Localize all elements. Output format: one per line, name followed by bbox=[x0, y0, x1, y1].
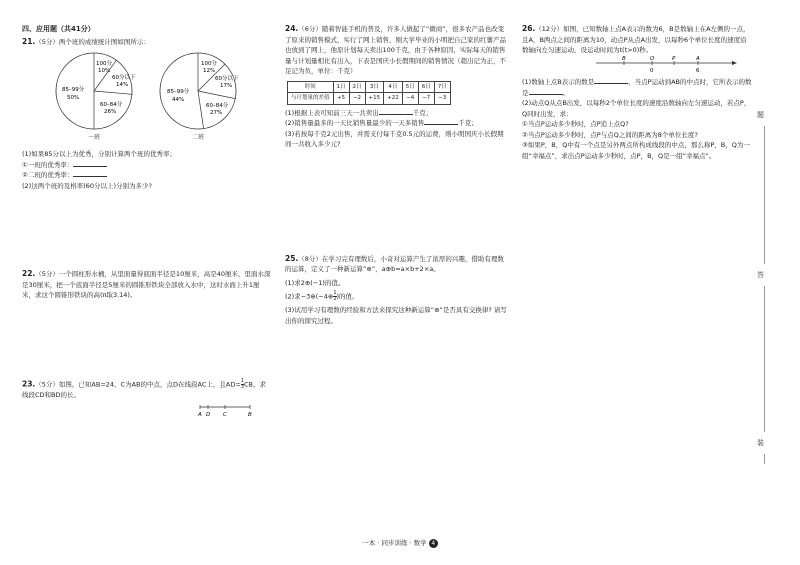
pie-value: 17% bbox=[220, 83, 233, 89]
answer-blank[interactable] bbox=[529, 88, 563, 95]
question-text: CB，求线段CD和BD的长。 bbox=[22, 380, 266, 399]
pie-value: 50% bbox=[67, 95, 80, 101]
column-right bbox=[522, 24, 752, 161]
section-title: 四、应用题（共41分） bbox=[22, 25, 95, 33]
page-number: 4 bbox=[429, 539, 438, 548]
point-label: B bbox=[248, 412, 252, 418]
table-cell: 3日 bbox=[365, 81, 384, 93]
part-text: (2)销售量最多的一天比销售量最少的一天多销售 bbox=[285, 119, 425, 127]
question-number: 26. bbox=[522, 24, 536, 33]
point-label: C bbox=[223, 412, 227, 418]
point-label: D bbox=[206, 412, 211, 418]
margin-mark: 装 bbox=[757, 439, 764, 447]
pie-caption: 二班 bbox=[192, 134, 205, 141]
column-middle bbox=[285, 24, 507, 326]
table-cell: −7 bbox=[418, 93, 434, 105]
axis-tick-label: 0 bbox=[650, 67, 654, 74]
axis-point-label: A bbox=[696, 55, 700, 62]
question-number: 24. bbox=[285, 24, 299, 33]
margin-mark: 答 bbox=[757, 271, 764, 279]
pie-value: 26% bbox=[104, 109, 117, 115]
axis-tick-label: 6 bbox=[696, 67, 700, 74]
part-text: 千克； bbox=[458, 119, 478, 127]
question-text: （8分）在学习完有理数后，小奇对运算产生了浓厚的兴趣，借助有理数的运算，定义了一种新运算“⊕”，a⊕b=a×b+2×a。 bbox=[285, 254, 504, 273]
table-header-row bbox=[288, 81, 451, 93]
fraction: $\frac{1}{2}$ bbox=[333, 290, 337, 302]
pie-label: 60分以下 bbox=[112, 75, 136, 81]
answer-blank[interactable] bbox=[73, 160, 107, 167]
question-number: 21. bbox=[22, 36, 36, 46]
sub-text: ②二班的优秀率： bbox=[22, 171, 74, 179]
question-text: （6分）随着智能手机的普及，许多人做起了“微商”，很多农产品也改变了原来的销售模式，实行了网上销售，刚大学毕业的小明把自己家的红薯产品也放到了网上，他原计划每天卖出100千克，由于各种原因，实际每天的销售量与计划量相比有出入，下表是国庆小长假期间的销售情况（超出记为正，不足记为负，单位：千克） bbox=[285, 25, 506, 75]
part-text: (1)根据上表可知前三天一共卖出 bbox=[285, 108, 379, 117]
part-text: 千克； bbox=[412, 108, 433, 117]
table-cell: +15 bbox=[365, 93, 384, 105]
table-cell: 与计划量的差值 bbox=[288, 93, 334, 105]
question-number: 25. bbox=[285, 253, 299, 263]
margin-line bbox=[764, 454, 765, 464]
footer-text: 一本 · 同步训练 · 数学 bbox=[362, 539, 427, 547]
question-25 bbox=[285, 254, 507, 327]
sub-text: ②当点P运动多少秒时，点P与点Q之间的距离为8个单位长度? bbox=[522, 130, 698, 139]
table-cell: 7日 bbox=[434, 81, 450, 93]
table-cell: +5 bbox=[333, 93, 349, 105]
pie-class1 bbox=[56, 53, 136, 129]
table-cell: 1日 bbox=[333, 81, 349, 93]
table-cell: −3 bbox=[434, 93, 450, 105]
segment-diagram bbox=[140, 403, 260, 419]
question-22 bbox=[22, 269, 272, 301]
part-text: ，当点P运动到AB的中点时，它所表示的数是 bbox=[522, 78, 752, 97]
pie-label: 60–84分 bbox=[206, 103, 229, 109]
pie-value: 14% bbox=[116, 82, 129, 88]
answer-blank[interactable] bbox=[73, 170, 107, 177]
sales-table bbox=[287, 81, 451, 105]
question-text: （5分）一个圆柱形水桶，从里面量得底面半径是10厘米，高是40厘米，里面水深是30厘米，把一个底面半径是5厘米的圆锥形铁块全部放入水中，这时水面上升1厘米，求这个圆锥形铁块的高(π取3.14)。 bbox=[22, 270, 271, 299]
table-cell: 4日 bbox=[384, 81, 403, 93]
pie-value: 12% bbox=[203, 68, 216, 74]
question-text: （5分）如图，已知AB=24，C为AB的中点，点D在线段AC上，且AD= bbox=[35, 380, 241, 388]
pie-charts bbox=[22, 49, 272, 141]
pie-caption: 一班 bbox=[88, 134, 101, 141]
axis-point-label: B bbox=[622, 55, 626, 62]
part-text: 。 bbox=[562, 88, 569, 97]
part-text: (2)这两个班的及格率(60分以上)分别为多少? bbox=[22, 181, 152, 190]
pie-chart-svg bbox=[32, 49, 242, 133]
fraction: $\frac{1}{3}$ bbox=[240, 377, 244, 390]
pie-value: 44% bbox=[172, 97, 185, 103]
point-label: A bbox=[198, 412, 202, 418]
table-cell: −4 bbox=[402, 93, 418, 105]
pie-label: 100分 bbox=[96, 61, 112, 67]
margin-line bbox=[764, 126, 765, 264]
sub-text: ①一班的优秀率： bbox=[22, 160, 74, 169]
table-cell: 2日 bbox=[349, 81, 365, 93]
part-text: )的值。 bbox=[336, 292, 359, 301]
pie-label: 100分 bbox=[201, 61, 217, 67]
axis-point-label: P bbox=[672, 55, 676, 62]
margin-mark: 题 bbox=[757, 111, 764, 119]
question-23 bbox=[22, 379, 272, 423]
column-left bbox=[22, 24, 272, 423]
number-line bbox=[592, 56, 742, 74]
sub-text: ③如果P，B，Q中有一个点是另外两点所构成线段的中点，那么称P，B，Q为一组“幸福点”，求出点P运动多少秒时，点P，B，Q是一组“幸福点”。 bbox=[522, 141, 750, 160]
question-number: 23. bbox=[22, 379, 36, 388]
answer-blank[interactable] bbox=[424, 118, 458, 125]
table-cell: +22 bbox=[384, 93, 403, 105]
axis-point-label: O bbox=[650, 55, 655, 62]
part-text: (2)动点Q从点B出发，以每秒2个单位长度的速度沿数轴向左匀速运动，若点P，Q同时出发，求： bbox=[522, 99, 751, 118]
part-text: (1)数轴上点B表示的数是 bbox=[522, 78, 595, 86]
pie-label: 85–99分 bbox=[62, 87, 85, 93]
table-cell: 6日 bbox=[418, 81, 434, 93]
pie-value: 10% bbox=[98, 68, 111, 74]
table-cell: 5日 bbox=[402, 81, 418, 93]
question-number: 22. bbox=[22, 269, 36, 278]
part-text: (1)求2⊕(−1)的值。 bbox=[285, 278, 345, 287]
sub-text: ①当点P运动多少秒时，点P追上点Q? bbox=[522, 120, 629, 128]
question-text: （5分）两个班的成绩统计图如图所示： bbox=[35, 37, 150, 46]
pie-label: 60分以下 bbox=[215, 76, 239, 82]
answer-blank[interactable] bbox=[379, 108, 413, 115]
question-21 bbox=[22, 37, 272, 192]
pie-class2 bbox=[160, 53, 239, 129]
question-24 bbox=[285, 24, 507, 150]
pie-value: 27% bbox=[210, 110, 223, 116]
table-cell: −2 bbox=[349, 93, 365, 105]
question-text: （12分）如图，已知数轴上点A表示的数为6，B是数轴上在A左侧的一点，且A，B两点之间的距离为10，动点P从点A出发，以每秒6个单位长度的速度沿数轴向左匀速运动，设运动时间为t(t>0)秒。 bbox=[522, 25, 750, 54]
page-footer bbox=[0, 538, 800, 549]
pie-label: 60–84分 bbox=[100, 102, 123, 108]
margin-line bbox=[764, 286, 765, 432]
answer-blank[interactable] bbox=[594, 77, 628, 84]
table-cell: 时间 bbox=[288, 81, 334, 93]
table-row bbox=[288, 93, 451, 105]
part-text: (3)若按每千克2元出售，并需支付每千克0.5元的运费，则小明国庆小长假期间一共收入多少元? bbox=[285, 129, 504, 148]
question-26 bbox=[522, 24, 752, 161]
part-text: (3)试用学习有理数的经验和方法来探究这种新运算“⊕”是否具有交换律? 请写出你的探究过程。 bbox=[285, 306, 507, 325]
part-text: (2)求−3⊕(−4⊕ bbox=[285, 292, 334, 301]
part-text: (1)如果85分以上为优秀，分别计算两个班的优秀率； bbox=[22, 150, 176, 158]
pie-label: 85–99分 bbox=[167, 89, 190, 95]
